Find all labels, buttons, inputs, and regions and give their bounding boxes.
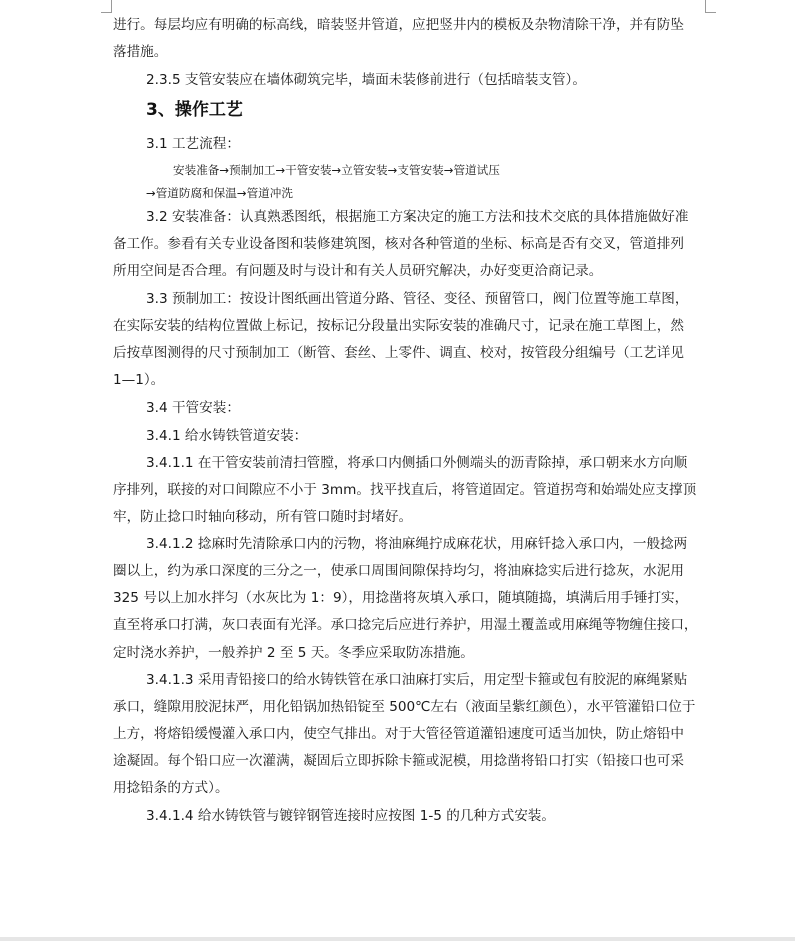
paragraph-line: 3.3 预制加工：按设计图纸画出管道分路、管径、变径、预留管口，阀门位置等施工草图， <box>146 291 689 307</box>
paragraph-line: 2.3.5 支管安装应在墙体砌筑完毕，墙面未装修前进行（包括暗装支管）。 <box>146 72 586 88</box>
paragraph-line: 325 号以上加水拌匀（水灰比为 1：9），用捻凿将灰填入承口，随填随捣，填满后用手锤打实， <box>113 590 689 606</box>
paragraph-line: 牢，防止捻口时轴向移动，所有管口随时封堵好。 <box>113 509 413 525</box>
paragraph-line: 途凝固。每个铅口应一次灌满，凝固后立即拆除卡箍或泥模，用捻凿将铅口打实（铅接口也可采 <box>113 753 684 769</box>
paragraph-line: 直至将承口打满，灰口表面有光泽。承口捻完后应进行养护，用湿土覆盖或用麻绳等物缠住接口， <box>113 617 698 633</box>
process-flow-line: 安装准备→预制加工→干管安装→立管安装→支管安装→管道试压 <box>173 163 500 177</box>
paragraph-line: 圈以上，约为承口深度的三分之一，使承口周围间隙保持均匀，将油麻捻实后进行捻灰，水泥用 <box>113 563 684 579</box>
paragraph-line: 3.4.1.1 在干管安装前清扫管膛，将承口内侧插口外侧端头的沥青除掉，承口朝来水方向顺 <box>146 455 688 471</box>
paragraph-line: 上方，将熔铅缓慢灌入承口内，使空气排出。对于大管径管道灌铅速度可适当加快，防止熔铅中 <box>113 726 684 742</box>
paragraph-line: 3.4.1 给水铸铁管道安装： <box>146 428 308 444</box>
paragraph-line: 落措施。 <box>113 44 168 60</box>
page-bottom-edge <box>0 937 795 941</box>
paragraph-line: 所用空间是否合理。有问题及时与设计和有关人员研究解决，办好变更洽商记录。 <box>113 263 603 279</box>
paragraph-line: 用捻铅条的方式）。 <box>113 780 229 796</box>
paragraph-line: 备工作。参看有关专业设备图和装修建筑图，核对各种管道的坐标、标高是否有交叉，管道排列 <box>113 236 684 252</box>
paragraph-line: 3.4.1.2 捻麻时先清除承口内的污物，将油麻绳拧成麻花状，用麻钎捻入承口内，一般捻两 <box>146 536 688 552</box>
paragraph-line: 承口，缝隙用胶泥抹严，用化铅锅加热铅锭至 500℃左右（液面呈紫红颜色），水平管灌铅口位于 <box>113 699 696 715</box>
margin-corner-mark-left <box>101 0 112 13</box>
paragraph-line: 3.4 干管安装： <box>146 400 240 416</box>
section-heading: 3、操作工艺 <box>146 100 243 120</box>
process-flow-line: →管道防腐和保温→管道冲洗 <box>146 186 293 200</box>
paragraph-line: 3.2 安装准备：认真熟悉图纸，根据施工方案决定的施工方法和技术交底的具体措施做好准 <box>146 209 689 225</box>
paragraph-line: 在实际安装的结构位置做上标记，按标记分段量出实际安装的准确尺寸，记录在施工草图上，然 <box>113 318 684 334</box>
paragraph-line: 后按草图测得的尺寸预制加工（断管、套丝、上零件、调直、校对，按管段分组编号（工艺详见 <box>113 345 684 361</box>
paragraph-line: 1—1）。 <box>113 372 165 388</box>
paragraph-line: 序排列，联接的对口间隙应不小于 3mm。找平找直后，将管道固定。管道拐弯和始端处应支撑顶 <box>113 482 697 498</box>
paragraph-line: 定时浇水养护，一般养护 2 至 5 天。冬季应采取防冻措施。 <box>113 645 474 661</box>
paragraph-line: 3.4.1.3 采用青铅接口的给水铸铁管在承口油麻打实后，用定型卡箍或包有胶泥的麻绳紧贴 <box>146 672 688 688</box>
paragraph-line: 3.4.1.4 给水铸铁管与镀锌钢管连接时应按图 1-5 的几种方式安装。 <box>146 808 555 824</box>
paragraph-line: 3.1 工艺流程： <box>146 136 240 152</box>
margin-corner-mark-right <box>705 0 716 13</box>
paragraph-line: 进行。每层均应有明确的标高线，暗装竖井管道，应把竖井内的模板及杂物清除干净，并有防坠 <box>113 17 684 33</box>
